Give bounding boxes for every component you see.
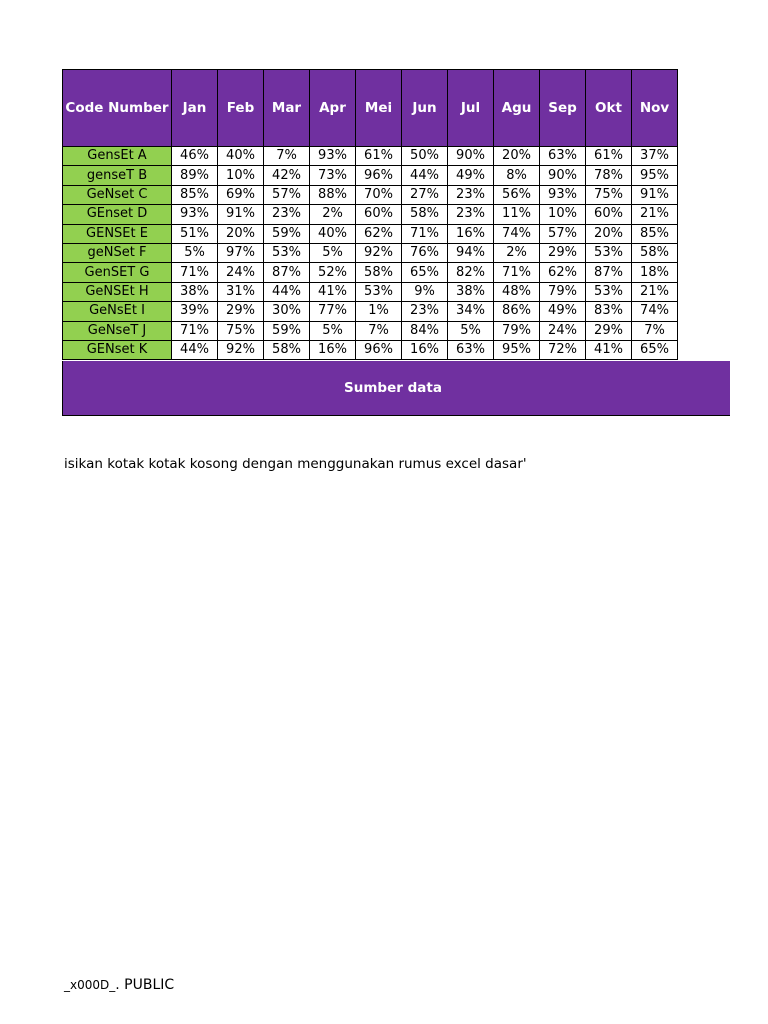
code-cell[interactable]: GEnset D: [63, 205, 172, 224]
value-cell[interactable]: 21%: [632, 205, 678, 224]
value-cell[interactable]: 5%: [448, 321, 494, 340]
header-month-okt: Okt: [586, 70, 632, 147]
code-cell[interactable]: geNSet F: [63, 243, 172, 262]
value-cell[interactable]: 39%: [172, 302, 218, 321]
value-cell[interactable]: 57%: [264, 185, 310, 204]
value-cell[interactable]: 74%: [494, 224, 540, 243]
value-cell[interactable]: 23%: [448, 205, 494, 224]
value-cell[interactable]: 20%: [586, 224, 632, 243]
value-cell[interactable]: 7%: [632, 321, 678, 340]
value-cell[interactable]: 41%: [310, 282, 356, 301]
value-cell[interactable]: 61%: [586, 147, 632, 166]
value-cell[interactable]: 23%: [402, 302, 448, 321]
code-cell[interactable]: GeNseT J: [63, 321, 172, 340]
value-cell[interactable]: 2%: [310, 205, 356, 224]
value-cell[interactable]: 58%: [402, 205, 448, 224]
value-cell[interactable]: 89%: [172, 166, 218, 185]
header-month-mei: Mei: [356, 70, 402, 147]
value-cell[interactable]: 20%: [494, 147, 540, 166]
value-cell[interactable]: 63%: [540, 147, 586, 166]
value-cell[interactable]: 91%: [632, 185, 678, 204]
value-cell[interactable]: 41%: [586, 340, 632, 359]
value-cell[interactable]: 76%: [402, 243, 448, 262]
table-row: [63, 302, 678, 321]
data-table: [62, 69, 678, 360]
value-cell[interactable]: 29%: [540, 243, 586, 262]
value-cell[interactable]: 95%: [494, 340, 540, 359]
footer-label: . PUBLIC: [115, 977, 175, 993]
value-cell[interactable]: 31%: [218, 282, 264, 301]
value-cell[interactable]: 40%: [310, 224, 356, 243]
value-cell[interactable]: 92%: [218, 340, 264, 359]
value-cell[interactable]: 10%: [540, 205, 586, 224]
value-cell[interactable]: 57%: [540, 224, 586, 243]
value-cell[interactable]: 8%: [494, 166, 540, 185]
value-cell[interactable]: 71%: [494, 263, 540, 282]
table-row: [63, 340, 678, 359]
value-cell[interactable]: 97%: [218, 243, 264, 262]
value-cell[interactable]: 16%: [310, 340, 356, 359]
value-cell[interactable]: 2%: [494, 243, 540, 262]
value-cell[interactable]: 42%: [264, 166, 310, 185]
value-cell[interactable]: 37%: [632, 147, 678, 166]
value-cell[interactable]: 23%: [264, 205, 310, 224]
value-cell[interactable]: 16%: [448, 224, 494, 243]
value-cell[interactable]: 48%: [494, 282, 540, 301]
value-cell[interactable]: 49%: [448, 166, 494, 185]
value-cell[interactable]: 30%: [264, 302, 310, 321]
table-row: [63, 263, 678, 282]
value-cell[interactable]: 63%: [448, 340, 494, 359]
value-cell[interactable]: 11%: [494, 205, 540, 224]
header-month-sep: Sep: [540, 70, 586, 147]
value-cell[interactable]: 69%: [218, 185, 264, 204]
value-cell[interactable]: 75%: [218, 321, 264, 340]
header-month-apr: Apr: [310, 70, 356, 147]
value-cell[interactable]: 88%: [310, 185, 356, 204]
table-row: [63, 224, 678, 243]
code-cell[interactable]: GeNset C: [63, 185, 172, 204]
value-cell[interactable]: 40%: [218, 147, 264, 166]
value-cell[interactable]: 95%: [632, 166, 678, 185]
value-cell[interactable]: 77%: [310, 302, 356, 321]
value-cell[interactable]: 18%: [632, 263, 678, 282]
value-cell[interactable]: 53%: [586, 282, 632, 301]
value-cell[interactable]: 53%: [586, 243, 632, 262]
value-cell[interactable]: 44%: [402, 166, 448, 185]
code-cell[interactable]: GENset K: [63, 340, 172, 359]
instruction-text: isikan kotak kotak kosong dengan menggunakan rumus excel dasar': [64, 456, 527, 472]
table-row: [63, 166, 678, 185]
footer-classification: [64, 977, 174, 993]
value-cell[interactable]: 9%: [402, 282, 448, 301]
value-cell[interactable]: 91%: [218, 205, 264, 224]
value-cell[interactable]: 96%: [356, 166, 402, 185]
code-cell[interactable]: genseT B: [63, 166, 172, 185]
table-header-row: [63, 70, 678, 147]
value-cell[interactable]: 53%: [356, 282, 402, 301]
value-cell[interactable]: 79%: [540, 282, 586, 301]
table-row: [63, 243, 678, 262]
value-cell[interactable]: 96%: [356, 340, 402, 359]
value-cell[interactable]: 87%: [264, 263, 310, 282]
value-cell[interactable]: 84%: [402, 321, 448, 340]
value-cell[interactable]: 44%: [172, 340, 218, 359]
value-cell[interactable]: 27%: [402, 185, 448, 204]
table-body: [63, 147, 678, 360]
value-cell[interactable]: 5%: [310, 321, 356, 340]
value-cell[interactable]: 70%: [356, 185, 402, 204]
value-cell[interactable]: 7%: [356, 321, 402, 340]
value-cell[interactable]: 24%: [540, 321, 586, 340]
code-cell[interactable]: GensEt A: [63, 147, 172, 166]
value-cell[interactable]: 53%: [264, 243, 310, 262]
source-data-bar: [62, 361, 730, 416]
value-cell[interactable]: 71%: [402, 224, 448, 243]
value-cell[interactable]: 58%: [356, 263, 402, 282]
value-cell[interactable]: 59%: [264, 321, 310, 340]
value-cell[interactable]: 65%: [632, 340, 678, 359]
value-cell[interactable]: 52%: [310, 263, 356, 282]
source-data-label: Sumber data: [344, 380, 442, 396]
header-month-feb: Feb: [218, 70, 264, 147]
footer-prefix: _x000D_: [64, 978, 116, 992]
value-cell[interactable]: 62%: [356, 224, 402, 243]
value-cell[interactable]: 21%: [632, 282, 678, 301]
code-cell[interactable]: GeNsEt I: [63, 302, 172, 321]
value-cell[interactable]: 78%: [586, 166, 632, 185]
code-cell[interactable]: GeNSEt H: [63, 282, 172, 301]
value-cell[interactable]: 29%: [586, 321, 632, 340]
value-cell[interactable]: 90%: [448, 147, 494, 166]
value-cell[interactable]: 1%: [356, 302, 402, 321]
value-cell[interactable]: 34%: [448, 302, 494, 321]
data-table-container: [62, 69, 678, 360]
header-code-number: Code Number: [63, 70, 172, 147]
value-cell[interactable]: 85%: [632, 224, 678, 243]
header-month-jan: Jan: [172, 70, 218, 147]
value-cell[interactable]: 23%: [448, 185, 494, 204]
value-cell[interactable]: 38%: [448, 282, 494, 301]
table-row: [63, 321, 678, 340]
value-cell[interactable]: 74%: [632, 302, 678, 321]
value-cell[interactable]: 93%: [172, 205, 218, 224]
header-month-nov: Nov: [632, 70, 678, 147]
value-cell[interactable]: 79%: [494, 321, 540, 340]
value-cell[interactable]: 16%: [402, 340, 448, 359]
value-cell[interactable]: 90%: [540, 166, 586, 185]
value-cell[interactable]: 73%: [310, 166, 356, 185]
value-cell[interactable]: 24%: [218, 263, 264, 282]
code-cell[interactable]: GENSEt E: [63, 224, 172, 243]
value-cell[interactable]: 85%: [172, 185, 218, 204]
value-cell[interactable]: 44%: [264, 282, 310, 301]
value-cell[interactable]: 65%: [402, 263, 448, 282]
table-row: [63, 282, 678, 301]
value-cell[interactable]: 51%: [172, 224, 218, 243]
header-month-jun: Jun: [402, 70, 448, 147]
value-cell[interactable]: 60%: [356, 205, 402, 224]
value-cell[interactable]: 93%: [310, 147, 356, 166]
header-month-jul: Jul: [448, 70, 494, 147]
value-cell[interactable]: 56%: [494, 185, 540, 204]
code-cell[interactable]: GenSET G: [63, 263, 172, 282]
value-cell[interactable]: 46%: [172, 147, 218, 166]
header-month-agu: Agu: [494, 70, 540, 147]
value-cell[interactable]: 58%: [632, 243, 678, 262]
value-cell[interactable]: 82%: [448, 263, 494, 282]
value-cell[interactable]: 5%: [172, 243, 218, 262]
value-cell[interactable]: 59%: [264, 224, 310, 243]
value-cell[interactable]: 61%: [356, 147, 402, 166]
value-cell[interactable]: 72%: [540, 340, 586, 359]
value-cell[interactable]: 50%: [402, 147, 448, 166]
value-cell[interactable]: 20%: [218, 224, 264, 243]
value-cell[interactable]: 7%: [264, 147, 310, 166]
value-cell[interactable]: 62%: [540, 263, 586, 282]
value-cell[interactable]: 60%: [586, 205, 632, 224]
value-cell[interactable]: 87%: [586, 263, 632, 282]
value-cell[interactable]: 29%: [218, 302, 264, 321]
value-cell[interactable]: 86%: [494, 302, 540, 321]
value-cell[interactable]: 92%: [356, 243, 402, 262]
value-cell[interactable]: 75%: [586, 185, 632, 204]
value-cell[interactable]: 83%: [586, 302, 632, 321]
value-cell[interactable]: 71%: [172, 263, 218, 282]
value-cell[interactable]: 49%: [540, 302, 586, 321]
table-row: [63, 147, 678, 166]
value-cell[interactable]: 10%: [218, 166, 264, 185]
table-row: [63, 185, 678, 204]
value-cell[interactable]: 93%: [540, 185, 586, 204]
table-row: [63, 205, 678, 224]
value-cell[interactable]: 71%: [172, 321, 218, 340]
value-cell[interactable]: 5%: [310, 243, 356, 262]
header-month-mar: Mar: [264, 70, 310, 147]
value-cell[interactable]: 58%: [264, 340, 310, 359]
value-cell[interactable]: 38%: [172, 282, 218, 301]
value-cell[interactable]: 94%: [448, 243, 494, 262]
